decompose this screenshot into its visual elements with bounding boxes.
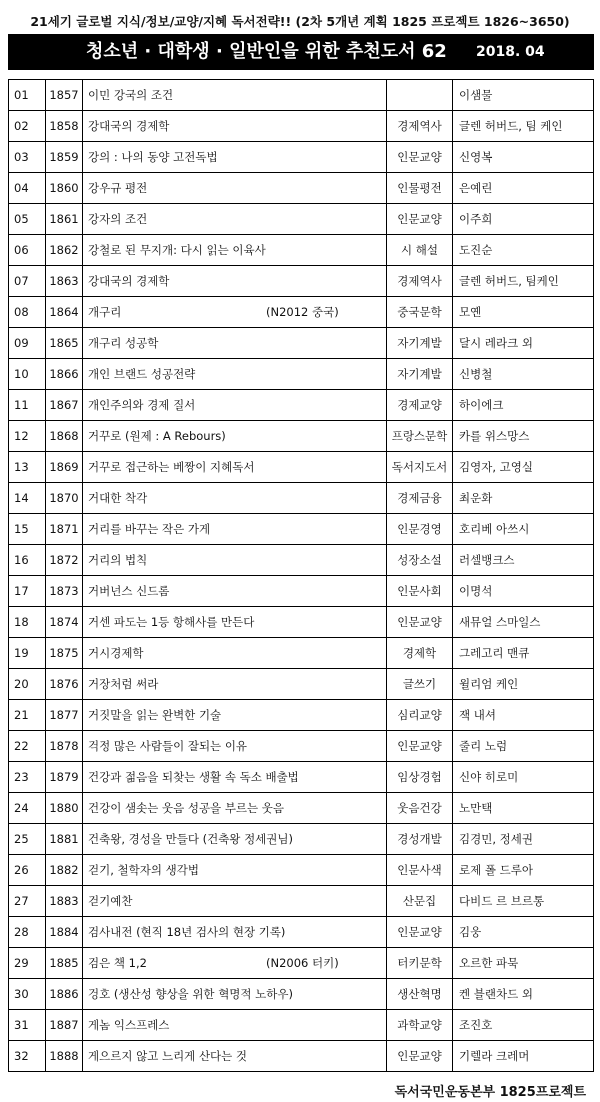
book-number: 1873 [46, 576, 83, 607]
book-number: 1869 [46, 452, 83, 483]
book-category: 인문경영 [387, 514, 453, 545]
book-author: 김영자, 고영실 [453, 452, 594, 483]
book-category: 자기계발 [387, 328, 453, 359]
row-index: 26 [9, 855, 46, 886]
table-row [9, 607, 594, 638]
book-category: 중국문학 [387, 297, 453, 328]
row-index: 12 [9, 421, 46, 452]
book-category: 인문교양 [387, 607, 453, 638]
book-title-cell [83, 452, 387, 483]
book-number: 1877 [46, 700, 83, 731]
book-category: 경제역사 [387, 111, 453, 142]
row-index: 29 [9, 948, 46, 979]
book-title-cell [83, 917, 387, 948]
book-author: 신병철 [453, 359, 594, 390]
book-title: 겅호 (생산성 향상을 위한 혁명적 노하우) [88, 987, 293, 1001]
book-author: 잭 내셔 [453, 700, 594, 731]
book-title: 개구리 성공학 [88, 336, 159, 350]
book-number: 1859 [46, 142, 83, 173]
book-title: 거짓말을 읽는 완벽한 기술 [88, 708, 222, 722]
table-row [9, 297, 594, 328]
row-index: 04 [9, 173, 46, 204]
row-index: 16 [9, 545, 46, 576]
row-index: 23 [9, 762, 46, 793]
book-author: 최운화 [453, 483, 594, 514]
book-title: 강자의 조건 [88, 212, 148, 226]
book-title-cell [83, 80, 387, 111]
book-category: 글쓰기 [387, 669, 453, 700]
row-index: 22 [9, 731, 46, 762]
book-author: 켄 블랜차드 외 [453, 979, 594, 1010]
book-title-cell [83, 514, 387, 545]
book-author: 다비드 르 브르통 [453, 886, 594, 917]
book-author: 노만택 [453, 793, 594, 824]
book-category: 성장소설 [387, 545, 453, 576]
book-title-cell [83, 266, 387, 297]
book-number: 1887 [46, 1010, 83, 1041]
book-title: 걷기, 철학자의 생각법 [88, 863, 199, 877]
book-author: 글렌 허버드, 팀 케인 [453, 111, 594, 142]
book-title-cell [83, 328, 387, 359]
book-category: 인문사회 [387, 576, 453, 607]
table-row [9, 235, 594, 266]
book-title: 강대국의 경제학 [88, 274, 170, 288]
book-title: 거꾸로 접근하는 베짱이 지혜독서 [88, 460, 255, 474]
page-title: 청소년 · 대학생 · 일반인을 위한 추천도서 62 [86, 41, 447, 62]
book-category: 경성개발 [387, 824, 453, 855]
book-author: 윌리엄 케인 [453, 669, 594, 700]
book-title: 건강이 샘솟는 웃음 성공을 부르는 웃음 [88, 801, 285, 815]
book-title: 건강과 젊음을 되찾는 생활 속 독소 배출법 [88, 770, 299, 784]
book-number: 1872 [46, 545, 83, 576]
book-author: 김웅 [453, 917, 594, 948]
book-author: 도진순 [453, 235, 594, 266]
book-author: 카를 위스망스 [453, 421, 594, 452]
book-author: 김경민, 정세권 [453, 824, 594, 855]
book-author: 줄리 노럼 [453, 731, 594, 762]
book-number: 1876 [46, 669, 83, 700]
table-row [9, 545, 594, 576]
book-author: 새뮤얼 스마일스 [453, 607, 594, 638]
publish-date: 2018. 04 [476, 44, 545, 60]
book-title-cell [83, 204, 387, 235]
table-row [9, 80, 594, 111]
book-number: 1857 [46, 80, 83, 111]
book-author: 모옌 [453, 297, 594, 328]
book-number: 1874 [46, 607, 83, 638]
book-award-note: (N2012 중국) [266, 305, 339, 319]
book-number: 1883 [46, 886, 83, 917]
book-number: 1864 [46, 297, 83, 328]
book-title: 거시경제학 [88, 646, 144, 660]
book-title: 개인주의와 경제 질서 [88, 398, 196, 412]
book-category: 인물평전 [387, 173, 453, 204]
book-title: 게놈 익스프레스 [88, 1018, 170, 1032]
table-row [9, 452, 594, 483]
table-row [9, 328, 594, 359]
book-author: 이명석 [453, 576, 594, 607]
book-author: 로제 폴 드루아 [453, 855, 594, 886]
book-title-cell [83, 545, 387, 576]
book-title-cell [83, 173, 387, 204]
book-title: 게으르지 않고 느리게 산다는 것 [88, 1049, 248, 1063]
table-row [9, 855, 594, 886]
book-title: 검은 책 1,2 [88, 956, 147, 970]
book-category: 독서지도서 [387, 452, 453, 483]
book-category: 경제교양 [387, 390, 453, 421]
book-title: 강철로 된 무지개: 다시 읽는 이육사 [88, 243, 266, 257]
book-category: 자기계발 [387, 359, 453, 390]
row-index: 30 [9, 979, 46, 1010]
book-category: 터키문학 [387, 948, 453, 979]
book-title: 걱정 많은 사람들이 잘되는 이유 [88, 739, 248, 753]
book-number: 1858 [46, 111, 83, 142]
book-author: 하이에크 [453, 390, 594, 421]
book-category: 인문교양 [387, 1041, 453, 1072]
row-index: 28 [9, 917, 46, 948]
book-category: 경제학 [387, 638, 453, 669]
row-index: 24 [9, 793, 46, 824]
table-row [9, 142, 594, 173]
table-row [9, 917, 594, 948]
row-index: 09 [9, 328, 46, 359]
book-title-cell [83, 421, 387, 452]
book-title-cell [83, 638, 387, 669]
book-number: 1868 [46, 421, 83, 452]
book-number: 1862 [46, 235, 83, 266]
book-title: 강우규 평전 [88, 181, 148, 195]
book-title: 강대국의 경제학 [88, 119, 170, 133]
table-row [9, 762, 594, 793]
book-category: 웃음건강 [387, 793, 453, 824]
book-author: 조진호 [453, 1010, 594, 1041]
row-index: 32 [9, 1041, 46, 1072]
book-list-body [9, 80, 594, 1072]
book-author: 이주희 [453, 204, 594, 235]
book-number: 1881 [46, 824, 83, 855]
book-title-cell [83, 235, 387, 266]
book-author: 오르한 파묵 [453, 948, 594, 979]
book-author: 글렌 허버드, 팀케인 [453, 266, 594, 297]
row-index: 19 [9, 638, 46, 669]
book-category: 프랑스문학 [387, 421, 453, 452]
book-title-cell [83, 297, 387, 328]
book-author: 호리베 아쓰시 [453, 514, 594, 545]
book-title-cell [83, 824, 387, 855]
book-category: 시 해설 [387, 235, 453, 266]
book-title-cell [83, 762, 387, 793]
book-title: 거센 파도는 1등 항해사를 만든다 [88, 615, 255, 629]
book-title: 거버넌스 신드롬 [88, 584, 170, 598]
book-title: 거장처럼 써라 [88, 677, 159, 691]
row-index: 07 [9, 266, 46, 297]
book-list-table [8, 79, 594, 1072]
table-row [9, 793, 594, 824]
table-row [9, 1041, 594, 1072]
book-number: 1884 [46, 917, 83, 948]
book-award-note: (N2006 터키) [266, 956, 339, 970]
book-title-cell [83, 1010, 387, 1041]
table-row [9, 824, 594, 855]
row-index: 14 [9, 483, 46, 514]
book-category: 심리교양 [387, 700, 453, 731]
table-row [9, 514, 594, 545]
book-category: 임상경험 [387, 762, 453, 793]
book-category: 인문교양 [387, 731, 453, 762]
table-row [9, 483, 594, 514]
row-index: 02 [9, 111, 46, 142]
book-category: 생산혁명 [387, 979, 453, 1010]
book-category: 과학교양 [387, 1010, 453, 1041]
row-index: 10 [9, 359, 46, 390]
book-title: 걷기예찬 [88, 894, 133, 908]
row-index: 31 [9, 1010, 46, 1041]
book-category: 경제역사 [387, 266, 453, 297]
table-row [9, 700, 594, 731]
book-number: 1871 [46, 514, 83, 545]
book-number: 1880 [46, 793, 83, 824]
book-number: 1878 [46, 731, 83, 762]
book-title-cell [83, 359, 387, 390]
book-author: 그레고리 맨큐 [453, 638, 594, 669]
title-banner [8, 34, 594, 70]
book-author: 이샘물 [453, 80, 594, 111]
book-author: 은예린 [453, 173, 594, 204]
book-category: 인문교양 [387, 917, 453, 948]
row-index: 15 [9, 514, 46, 545]
book-author: 달시 레라크 외 [453, 328, 594, 359]
row-index: 18 [9, 607, 46, 638]
book-title: 건축왕, 경성을 만들다 (건축왕 정세권님) [88, 832, 293, 846]
table-row [9, 638, 594, 669]
book-category: 산문집 [387, 886, 453, 917]
book-number: 1866 [46, 359, 83, 390]
book-author: 러셀뱅크스 [453, 545, 594, 576]
row-index: 27 [9, 886, 46, 917]
table-row [9, 576, 594, 607]
table-row [9, 173, 594, 204]
book-number: 1863 [46, 266, 83, 297]
row-index: 06 [9, 235, 46, 266]
book-title: 검사내전 (현직 18년 검사의 현장 기록) [88, 925, 286, 939]
row-index: 11 [9, 390, 46, 421]
book-number: 1885 [46, 948, 83, 979]
book-title: 강의 : 나의 동양 고전독법 [88, 150, 218, 164]
book-category: 인문사색 [387, 855, 453, 886]
book-title-cell [83, 111, 387, 142]
table-row [9, 886, 594, 917]
footer-credit: 독서국민운동본부 1825프로젝트 [394, 1085, 586, 1100]
book-title-cell [83, 886, 387, 917]
book-author: 신야 히로미 [453, 762, 594, 793]
table-row [9, 204, 594, 235]
book-title-cell [83, 700, 387, 731]
row-index: 17 [9, 576, 46, 607]
table-row [9, 731, 594, 762]
book-category: 경제금융 [387, 483, 453, 514]
book-number: 1867 [46, 390, 83, 421]
book-number: 1886 [46, 979, 83, 1010]
row-index: 05 [9, 204, 46, 235]
book-title: 거리의 법칙 [88, 553, 148, 567]
book-title: 거꾸로 (원제 : A Rebours) [88, 429, 226, 443]
book-category: 인문교양 [387, 142, 453, 173]
book-number: 1888 [46, 1041, 83, 1072]
table-row [9, 669, 594, 700]
book-title: 개인 브랜드 성공전략 [88, 367, 196, 381]
row-index: 25 [9, 824, 46, 855]
row-index: 08 [9, 297, 46, 328]
book-number: 1875 [46, 638, 83, 669]
table-row [9, 421, 594, 452]
book-author: 신영복 [453, 142, 594, 173]
book-title-cell [83, 979, 387, 1010]
book-title-cell [83, 793, 387, 824]
row-index: 13 [9, 452, 46, 483]
book-title-cell [83, 1041, 387, 1072]
book-author: 기렐라 크레머 [453, 1041, 594, 1072]
book-number: 1879 [46, 762, 83, 793]
table-row [9, 948, 594, 979]
book-title-cell [83, 669, 387, 700]
book-title-cell [83, 576, 387, 607]
book-title-cell [83, 390, 387, 421]
table-row [9, 111, 594, 142]
table-row [9, 979, 594, 1010]
book-title-cell [83, 855, 387, 886]
table-row [9, 390, 594, 421]
table-row [9, 266, 594, 297]
book-title-cell [83, 142, 387, 173]
book-title-cell [83, 607, 387, 638]
book-title-cell [83, 483, 387, 514]
book-number: 1882 [46, 855, 83, 886]
table-row [9, 1010, 594, 1041]
row-index: 01 [9, 80, 46, 111]
book-title: 개구리 [88, 305, 122, 319]
book-number: 1870 [46, 483, 83, 514]
book-title: 이민 강국의 조건 [88, 88, 174, 102]
book-number: 1860 [46, 173, 83, 204]
book-title: 거대한 착각 [88, 491, 148, 505]
document-subtitle: 21세기 글로벌 지식/정보/교양/지혜 독서전략!! (2차 5개년 계획 1825 프로젝트 1826~3650) [30, 14, 570, 29]
book-title: 거리를 바꾸는 작은 가게 [88, 522, 211, 536]
book-category [387, 80, 453, 111]
book-title-cell [83, 731, 387, 762]
row-index: 03 [9, 142, 46, 173]
row-index: 20 [9, 669, 46, 700]
table-row [9, 359, 594, 390]
book-category: 인문교양 [387, 204, 453, 235]
book-number: 1865 [46, 328, 83, 359]
row-index: 21 [9, 700, 46, 731]
book-number: 1861 [46, 204, 83, 235]
book-title-cell [83, 948, 387, 979]
